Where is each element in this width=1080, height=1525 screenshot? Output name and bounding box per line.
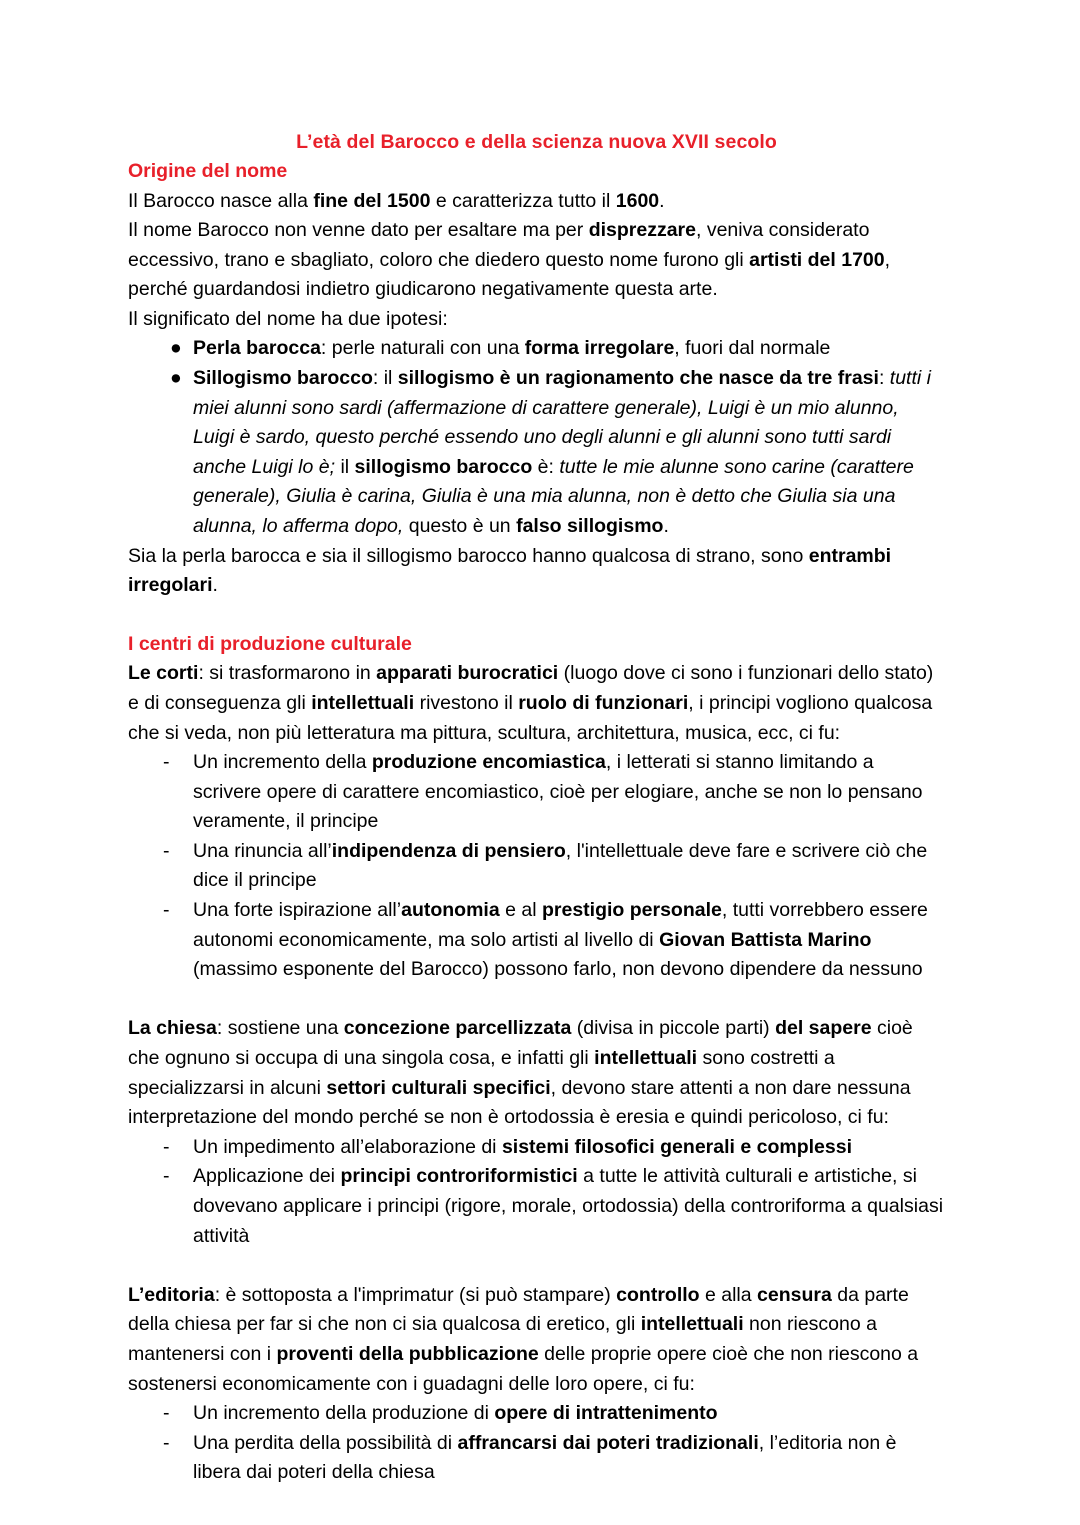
text-run: il bbox=[335, 455, 355, 478]
paragraph-la-chiesa bbox=[128, 1014, 945, 1132]
paragraph-due-ipotesi: Il significato del nome ha due ipotesi: bbox=[128, 307, 448, 330]
bold-run: sistemi filosofici generali e complessi bbox=[501, 1135, 852, 1158]
text-run: sono costretti a specializzarsi in alcuni bbox=[128, 1047, 835, 1099]
text-run: questo è un bbox=[403, 515, 517, 538]
text-run: Il Barocco nasce alla bbox=[128, 189, 314, 212]
text-run: . bbox=[212, 574, 218, 597]
bold-run: sillogismo barocco bbox=[354, 455, 533, 478]
bold-run: opere di intrattenimento bbox=[494, 1402, 718, 1425]
text-run: Sia la perla barocca e sia il sillogismo barocco hanno qualcosa di strano, sono bbox=[128, 544, 809, 567]
text-run: delle proprie opere cioè che non riescono a sostenersi economicamente con i guadagni delle loro opere, ci fu: bbox=[128, 1342, 919, 1395]
text-run: Il nome Barocco non venne dato per esaltare ma per bbox=[128, 219, 589, 242]
bold-run: settori culturali specifici bbox=[326, 1076, 551, 1099]
bold-run: Perla barocca bbox=[193, 337, 321, 360]
paragraph-nome-disprezzare bbox=[128, 216, 945, 305]
bold-run: proventi della pubblicazione bbox=[276, 1342, 539, 1365]
text-run: : è sottoposta a l'imprimatur (si può stampare) bbox=[214, 1283, 617, 1306]
section-heading-centri: I centri di produzione culturale bbox=[128, 632, 412, 655]
text-run: Una rinuncia all’ bbox=[193, 839, 332, 862]
text-run: Un impedimento all’elaborazione di bbox=[193, 1135, 502, 1158]
text-run: : il bbox=[372, 367, 398, 390]
text-run: e al bbox=[499, 899, 542, 922]
text-run: Una perdita della possibilità di bbox=[193, 1431, 458, 1454]
paragraph-editoria bbox=[128, 1281, 945, 1399]
dash-icon: - bbox=[163, 1431, 170, 1454]
text-run: Applicazione dei bbox=[193, 1165, 341, 1188]
text-run: : si trasformarono in bbox=[198, 662, 377, 685]
text-run: , i principi vogliono qualcosa che si veda, non più letteratura ma pittura, scultura, architettura, musica, ecc, ci fu: bbox=[128, 691, 933, 744]
dash-icon: - bbox=[163, 899, 170, 922]
bold-run: 1600 bbox=[615, 189, 660, 212]
list-item bbox=[128, 1399, 945, 1429]
chiesa-list bbox=[128, 1133, 945, 1251]
list-item bbox=[128, 364, 945, 542]
bullet-icon: ● bbox=[170, 367, 182, 390]
text-run: Un incremento della produzione di bbox=[193, 1402, 495, 1425]
text-run: : bbox=[878, 367, 890, 390]
list-item bbox=[128, 1162, 945, 1251]
dash-icon: - bbox=[163, 839, 170, 862]
text-run: rivestono il bbox=[414, 691, 519, 714]
bold-run: entrambi irregolari bbox=[128, 544, 892, 597]
bold-run: Sillogismo barocco bbox=[193, 367, 373, 390]
bold-run: del sapere bbox=[775, 1017, 872, 1040]
text-run: a tutte le attività culturali e artistiche, si dovevano applicare i principi (rigore, morale, ortodossia) della controriforma a qualsiasi attività bbox=[193, 1165, 944, 1247]
dash-icon: - bbox=[163, 1165, 170, 1188]
bullet-icon: ● bbox=[170, 337, 182, 360]
bold-run: Giovan Battista Marino bbox=[659, 928, 872, 951]
dash-icon: - bbox=[163, 751, 170, 774]
text-run: , l'intellettuale deve fare e scrivere ciò che dice il principe bbox=[193, 839, 928, 892]
text-run: (divisa in piccole parti) bbox=[571, 1017, 776, 1040]
italic-run: tutte le mie alunne sono carine (carattere generale), Giulia è carina, Giulia è una mia alunna, non è detto che Giulia sia una alunna, lo afferma dopo, bbox=[193, 455, 914, 538]
list-item bbox=[128, 334, 945, 364]
text-run: cioè che ognuno si occupa di una singola cosa, e infatti gli bbox=[128, 1017, 913, 1070]
paragraph-entrambi-irregolari bbox=[128, 542, 945, 601]
text-run: : perle naturali con una bbox=[320, 337, 525, 360]
text-run: , tutti vorrebbero essere autonomi economicamente, ma solo artisti al livello di bbox=[193, 899, 928, 951]
bold-run: Le corti bbox=[128, 662, 199, 685]
bold-run: forma irregolare bbox=[524, 337, 675, 360]
bold-run: prestigio personale bbox=[541, 899, 722, 922]
bold-run: L’editoria bbox=[128, 1283, 215, 1306]
bold-run: concezione parcellizzata bbox=[343, 1017, 572, 1040]
text-run: Un incremento della bbox=[193, 751, 372, 774]
bold-run: sillogismo è un ragionamento che nasce da tre frasi bbox=[397, 367, 879, 390]
paragraph-barocco-nascita bbox=[128, 187, 945, 217]
text-run: Una forte ispirazione all’ bbox=[193, 899, 402, 922]
corti-list bbox=[128, 748, 945, 985]
text-run: da parte della chiesa per far si che non ci sia qualcosa di eretico, gli bbox=[128, 1283, 909, 1336]
text-run: e alla bbox=[699, 1283, 758, 1306]
text-run: (massimo esponente del Barocco) possono farlo, non devono dipendere da nessuno bbox=[193, 958, 923, 981]
text-run: . bbox=[659, 189, 665, 212]
text-run: , devono stare attenti a non dare nessuna interpretazione del mondo perché se non è ortodossia è eresia e quindi pericoloso, ci fu: bbox=[128, 1076, 911, 1129]
bold-run: indipendenza di pensiero bbox=[331, 839, 566, 862]
list-item bbox=[128, 1429, 945, 1488]
text-run: (luogo dove ci sono i funzionari dello stato) e di conseguenza gli bbox=[128, 662, 934, 714]
bold-run: apparati burocratici bbox=[376, 662, 559, 685]
list-item bbox=[128, 896, 945, 985]
text-run: , l’editoria non è libera dai poteri della chiesa bbox=[193, 1431, 897, 1484]
bold-run: artisti del 1700 bbox=[749, 248, 885, 271]
text-run: , veniva considerato eccessivo, trano e sbagliato, coloro che diedero questo nome furono gli bbox=[128, 219, 870, 271]
bold-run: censura bbox=[757, 1283, 832, 1306]
dash-icon: - bbox=[163, 1402, 170, 1425]
text-run: non riescono a mantenersi con i bbox=[128, 1313, 877, 1365]
paragraph-le-corti bbox=[128, 659, 945, 748]
section-heading-origine: Origine del nome bbox=[128, 160, 288, 182]
bold-run: intellettuali bbox=[594, 1047, 698, 1070]
bold-run: principi controriformistici bbox=[340, 1165, 578, 1188]
text-run: e caratterizza tutto il bbox=[430, 189, 616, 212]
bold-run: affrancarsi dai poteri tradizionali bbox=[457, 1431, 759, 1454]
bold-run: falso sillogismo bbox=[516, 515, 664, 538]
text-run: : sostiene una bbox=[216, 1017, 344, 1040]
bold-run: disprezzare bbox=[588, 219, 696, 242]
text-run: è: bbox=[532, 455, 560, 478]
dash-icon: - bbox=[163, 1135, 170, 1158]
bold-run: intellettuali bbox=[311, 691, 415, 714]
text-run: , perché guardandosi indietro giudicarono negativamente questa arte. bbox=[128, 248, 891, 301]
list-item bbox=[128, 837, 945, 896]
italic-run: tutti i miei alunni sono sardi (affermazione di carattere generale), Luigi è un mio alunno, Luigi è sardo, questo perché essendo uno degli alunni e gli alunni sono tutti sardi anche Luigi lo è; bbox=[193, 367, 931, 478]
bold-run: fine del 1500 bbox=[313, 189, 431, 212]
text-run: , i letterati si stanno limitando a scrivere opere di carattere encomiastico, cioè per elogiare, anche se non lo pensano veramente, il principe bbox=[193, 751, 923, 833]
bold-run: La chiesa bbox=[128, 1017, 217, 1040]
bold-run: produzione encomiastica bbox=[371, 751, 606, 774]
bold-run: ruolo di funzionari bbox=[518, 691, 689, 714]
list-item bbox=[128, 748, 945, 837]
ipotesi-list bbox=[128, 334, 945, 541]
page-title: L’età del Barocco e della scienza nuova XVII secolo bbox=[296, 131, 777, 153]
bold-run: autonomia bbox=[401, 899, 500, 922]
text-run: . bbox=[663, 515, 669, 538]
list-item bbox=[128, 1133, 945, 1163]
bold-run: intellettuali bbox=[640, 1313, 744, 1336]
bold-run: controllo bbox=[616, 1283, 700, 1306]
editoria-list bbox=[128, 1399, 945, 1488]
text-run: , fuori dal normale bbox=[674, 337, 831, 360]
